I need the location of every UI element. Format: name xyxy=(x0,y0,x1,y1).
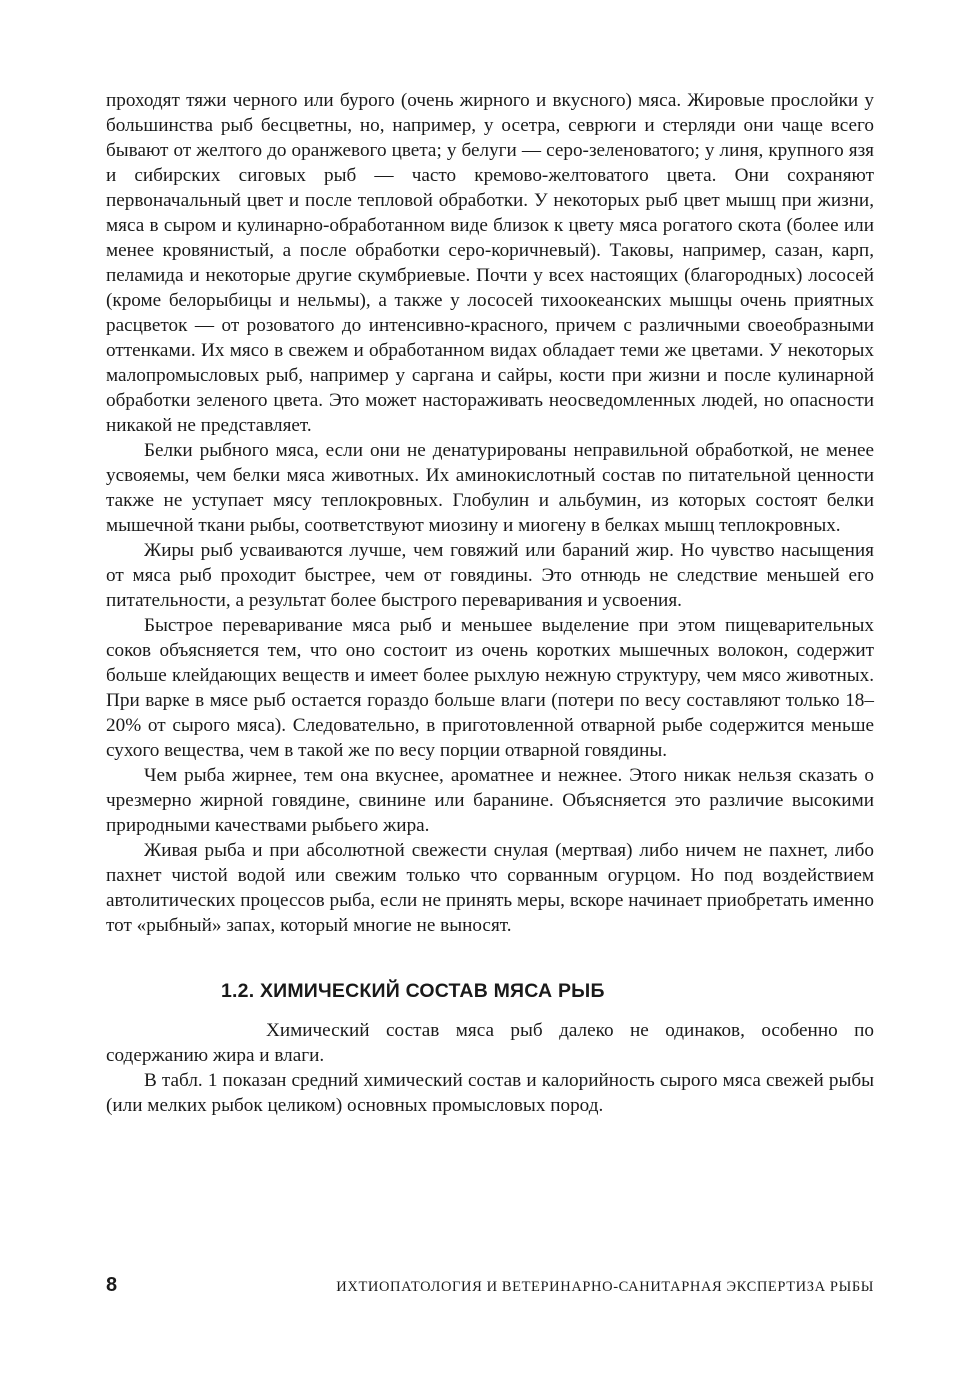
body-paragraph-proteins: Белки рыбного мяса, если они не денатурированы неправильной обработкой, не менее усвояемы, чем белки мяса животных. Их аминокислотный состав по питательной ценности также не уступает мясу теплокровных. Глобулин и альбумин, из которых состоят белки мышечной ткани рыбы, соответствуют миозину и миогену в белках мышц теплокровных. xyxy=(106,440,874,536)
section-intro-paragraph: Химический состав мяса рыб далеко не одинаков, особенно по содержанию жира и влаги. xyxy=(106,1020,874,1066)
section-heading: 1.2. ХИМИЧЕСКИЙ СОСТАВ МЯСА РЫБ xyxy=(221,980,605,1002)
running-title: ИХТИОПАТОЛОГИЯ И ВЕТЕРИНАРНО-САНИТАРНАЯ ЭКСПЕРТИЗА РЫБЫ xyxy=(336,1279,874,1295)
body-paragraph-fats: Жиры рыб усваиваются лучше, чем говяжий или бараний жир. Но чувство насыщения от мяса рыб проходит быстрее, чем от говядины. Это отнюдь не следствие меньшей его питательности, а результат более быстрого переваривания и усвоения. xyxy=(106,540,874,611)
body-paragraph-smell: Живая рыба и при абсолютной свежести снулая (мертвая) либо ничем не пахнет, либо пахнет чистой водой или свежим только что сорванным огурцом. Но под воздействием автолитических процессов рыба, если не принять меры, вскоре начинает приобретать именно тот «рыбный» запах, который многие не выносят. xyxy=(106,840,874,936)
page-content xyxy=(106,88,874,1118)
body-paragraph-fat-taste: Чем рыба жирнее, тем она вкуснее, ароматнее и нежнее. Этого никак нельзя сказать о чрезмерно жирной говядине, свинине или баранине. Объясняется это различие высокими природными качествами рыбьего жира. xyxy=(106,765,874,836)
body-paragraph-continuation: проходят тяжи черного или бурого (очень жирного и вкусного) мяса. Жировые прослойки у большинства рыб бесцветны, но, например, у осетра, севрюги и стерляди они чаще всего бывают от желтого до оранжевого цвета; у белуги — серо-зеленоватого; у линя, крупного язя и сибирских сиговых рыб — часто кремово-желтоватого цвета. Они сохраняют первоначальный цвет и после тепловой обработки. У некоторых рыб цвет мышц при жизни, мяса в сыром и кулинарно-обработанном виде близок к цвету мяса рогатого скота (более или менее кровянистый, а после обработки серо-коричневый). Таковы, например, сазан, карп, пеламида и некоторые другие скумбриевые. Почти у всех настоящих (благородных) лососей (кроме белорыбицы и нельмы), а также у лососей тихоокеанских мышцы очень приятных расцветок — от розоватого до интенсивно-красного, причем с различными своеобразными оттенками. Их мясо в свежем и обработанном видах обладает теми же цветами. У некоторых малопромысловых рыб, например у саргана и сайры, кости при жизни и после кулинарной обработки зеленого цвета. Это может настораживать неосведомленных людей, но опасности никакой не представляет. xyxy=(106,90,874,436)
body-paragraph-digestion: Быстрое переваривание мяса рыб и меньшее выделение при этом пищеварительных соков объясняется тем, что оно состоит из очень коротких мышечных волокон, содержит больше клейдающих веществ и имеет более рыхлую нежную структуру, чем мясо животных. При варке в мясе рыб остается гораздо больше влаги (потери по весу составляют только 18–20% от сырого мяса). Следовательно, в приготовленной отварной рыбе содержится меньше сухого вещества, чем в такой же по весу порции отварной говядины. xyxy=(106,615,874,761)
table-reference-paragraph: В табл. 1 показан средний химический состав и калорийность сырого мяса свежей рыбы (или мелких рыбок целиком) основных промысловых пород. xyxy=(106,1070,874,1116)
page-footer xyxy=(106,1274,874,1297)
page-number: 8 xyxy=(106,1274,118,1296)
